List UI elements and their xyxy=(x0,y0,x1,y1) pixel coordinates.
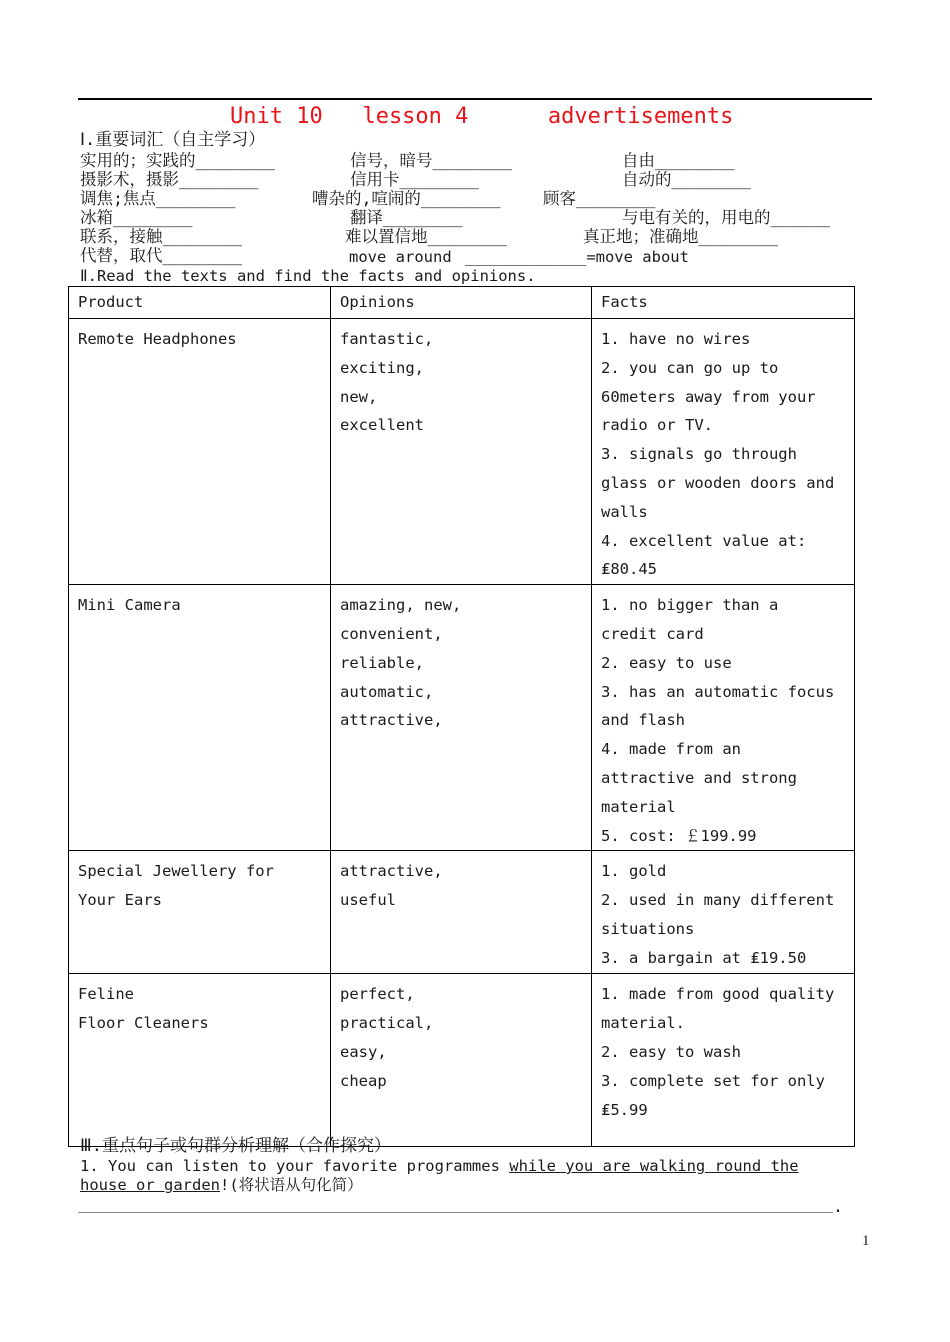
question-1-text: 1. You can listen to your favorite programmes xyxy=(80,1157,510,1175)
opinion-line: practical, xyxy=(340,1014,434,1033)
fact-line: walls xyxy=(601,502,648,521)
fact-line: 1. no bigger than a xyxy=(601,596,779,615)
fact-line: ₤80.45 xyxy=(601,560,657,579)
fact-line: credit card xyxy=(601,624,704,643)
section-1-heading: Ⅰ.重要词汇（自主学习） xyxy=(80,130,266,150)
product-line: Remote Headphones xyxy=(78,330,237,348)
vocab-item: 自动的________ xyxy=(622,170,751,189)
header-opinions: Opinions xyxy=(331,287,592,319)
fact-line: 2. used in many different xyxy=(601,891,835,910)
opinions-cell xyxy=(331,585,592,851)
vocab-item: _____________=move about xyxy=(465,248,689,266)
fact-line: 4. excellent value at: xyxy=(601,531,807,550)
vocab-item: 联系，接触________ xyxy=(80,227,242,246)
header-product: Product xyxy=(69,287,331,319)
table-row xyxy=(69,851,855,974)
vocab-item: 代替，取代________ xyxy=(80,246,242,265)
product-line: Floor Cleaners xyxy=(78,1014,209,1033)
fact-line: material. xyxy=(601,1014,685,1033)
vocab-item: 自由________ xyxy=(622,151,735,170)
opinion-line: exciting, xyxy=(340,358,424,377)
section-3-heading: Ⅲ.重点句子或句群分析理解（合作探究） xyxy=(80,1136,391,1156)
product-line: Feline xyxy=(78,985,134,1004)
fact-line: 1. have no wires xyxy=(601,330,751,348)
page-number: 1 xyxy=(862,1233,870,1249)
vocab-item: 调焦;焦点________ xyxy=(80,189,236,208)
question-1-line-2 xyxy=(80,1176,363,1195)
product-line: Mini Camera xyxy=(78,596,181,615)
vocab-item: 真正地；准确地________ xyxy=(583,227,778,246)
fact-line: 2. easy to wash xyxy=(601,1042,741,1061)
fact-line: 4. made from an xyxy=(601,740,741,759)
fact-line: 3. signals go through xyxy=(601,445,797,464)
vocab-item: 实用的；实践的________ xyxy=(80,151,275,170)
fact-line: and flash xyxy=(601,711,685,730)
product-line: Special Jewellery for xyxy=(78,862,274,881)
answer-line[interactable] xyxy=(78,1212,833,1213)
opinion-line: amazing, new, xyxy=(340,596,462,615)
fact-line: 3. has an automatic focus xyxy=(601,682,835,701)
vocab-item: 信用卡________ xyxy=(350,170,479,189)
fact-line: 2. you can go up to xyxy=(601,358,779,377)
vocab-item: 顾客________ xyxy=(543,189,656,208)
table-row xyxy=(69,319,855,585)
underlined-clause: while you are walking round the xyxy=(509,1157,799,1175)
fact-line: material xyxy=(601,797,676,816)
fact-line: 3. complete set for only xyxy=(601,1071,825,1090)
opinion-line: attractive, xyxy=(340,711,443,730)
question-1-line-1 xyxy=(80,1157,799,1176)
opinion-line: convenient, xyxy=(340,624,443,643)
opinion-line: attractive, xyxy=(340,862,443,881)
vocab-item: move around xyxy=(349,248,452,266)
opinion-line: fantastic, xyxy=(340,330,434,348)
table-header-row xyxy=(69,287,855,319)
vocab-item: 摄影术，摄影________ xyxy=(80,170,259,189)
header-facts: Facts xyxy=(592,287,855,319)
facts-cell xyxy=(592,851,855,974)
product-line: Your Ears xyxy=(78,891,162,910)
top-rule xyxy=(78,98,872,100)
fact-line: 1. gold xyxy=(601,862,667,881)
product-cell xyxy=(69,585,331,851)
vocab-item: 冰箱________ xyxy=(80,208,193,227)
opinion-line: new, xyxy=(340,387,378,406)
fact-line: 5. cost: ￡199.99 xyxy=(601,826,757,845)
opinion-line: useful xyxy=(340,891,396,910)
product-cell xyxy=(69,974,331,1147)
opinion-line: perfect, xyxy=(340,985,415,1004)
opinion-line: automatic, xyxy=(340,682,434,701)
opinion-line: excellent xyxy=(340,416,424,435)
product-cell xyxy=(69,319,331,585)
vocab-item: 信号，暗号________ xyxy=(350,151,512,170)
vocab-item: 嘈杂的,喧闹的________ xyxy=(312,189,501,208)
opinion-line: reliable, xyxy=(340,653,424,672)
facts-opinions-table xyxy=(68,286,855,1147)
facts-cell xyxy=(592,585,855,851)
vocab-item: 与电有关的，用电的______ xyxy=(622,208,831,227)
page-title: Unit 10 lesson 4 advertisements xyxy=(230,104,734,129)
facts-cell xyxy=(592,319,855,585)
fact-line: attractive and strong xyxy=(601,768,797,787)
fact-line: ₤5.99 xyxy=(601,1100,648,1119)
opinions-cell xyxy=(331,974,592,1147)
vocab-item: 难以置信地________ xyxy=(345,227,507,246)
vocab-item: 翻译________ xyxy=(350,208,463,227)
opinion-line: cheap xyxy=(340,1071,387,1090)
opinions-cell xyxy=(331,851,592,974)
opinions-cell xyxy=(331,319,592,585)
fact-line: 1. made from good quality xyxy=(601,985,835,1004)
table-row xyxy=(69,974,855,1147)
fact-line: situations xyxy=(601,919,695,938)
answer-line-end: . xyxy=(833,1197,843,1216)
underlined-clause: house or garden xyxy=(80,1176,220,1194)
fact-line: 2. easy to use xyxy=(601,653,732,672)
facts-cell xyxy=(592,974,855,1147)
section-2-heading: Ⅱ.Read the texts and find the facts and opinions. xyxy=(80,267,536,285)
fact-line: 60meters away from your xyxy=(601,387,816,406)
question-1-instruction: !(将状语从句化简） xyxy=(219,1176,363,1194)
fact-line: 3. a bargain at ₤19.50 xyxy=(601,948,807,967)
fact-line: glass or wooden doors and xyxy=(601,473,835,492)
opinion-line: easy, xyxy=(340,1042,387,1061)
product-cell xyxy=(69,851,331,974)
fact-line: radio or TV. xyxy=(601,416,713,435)
table-row xyxy=(69,585,855,851)
